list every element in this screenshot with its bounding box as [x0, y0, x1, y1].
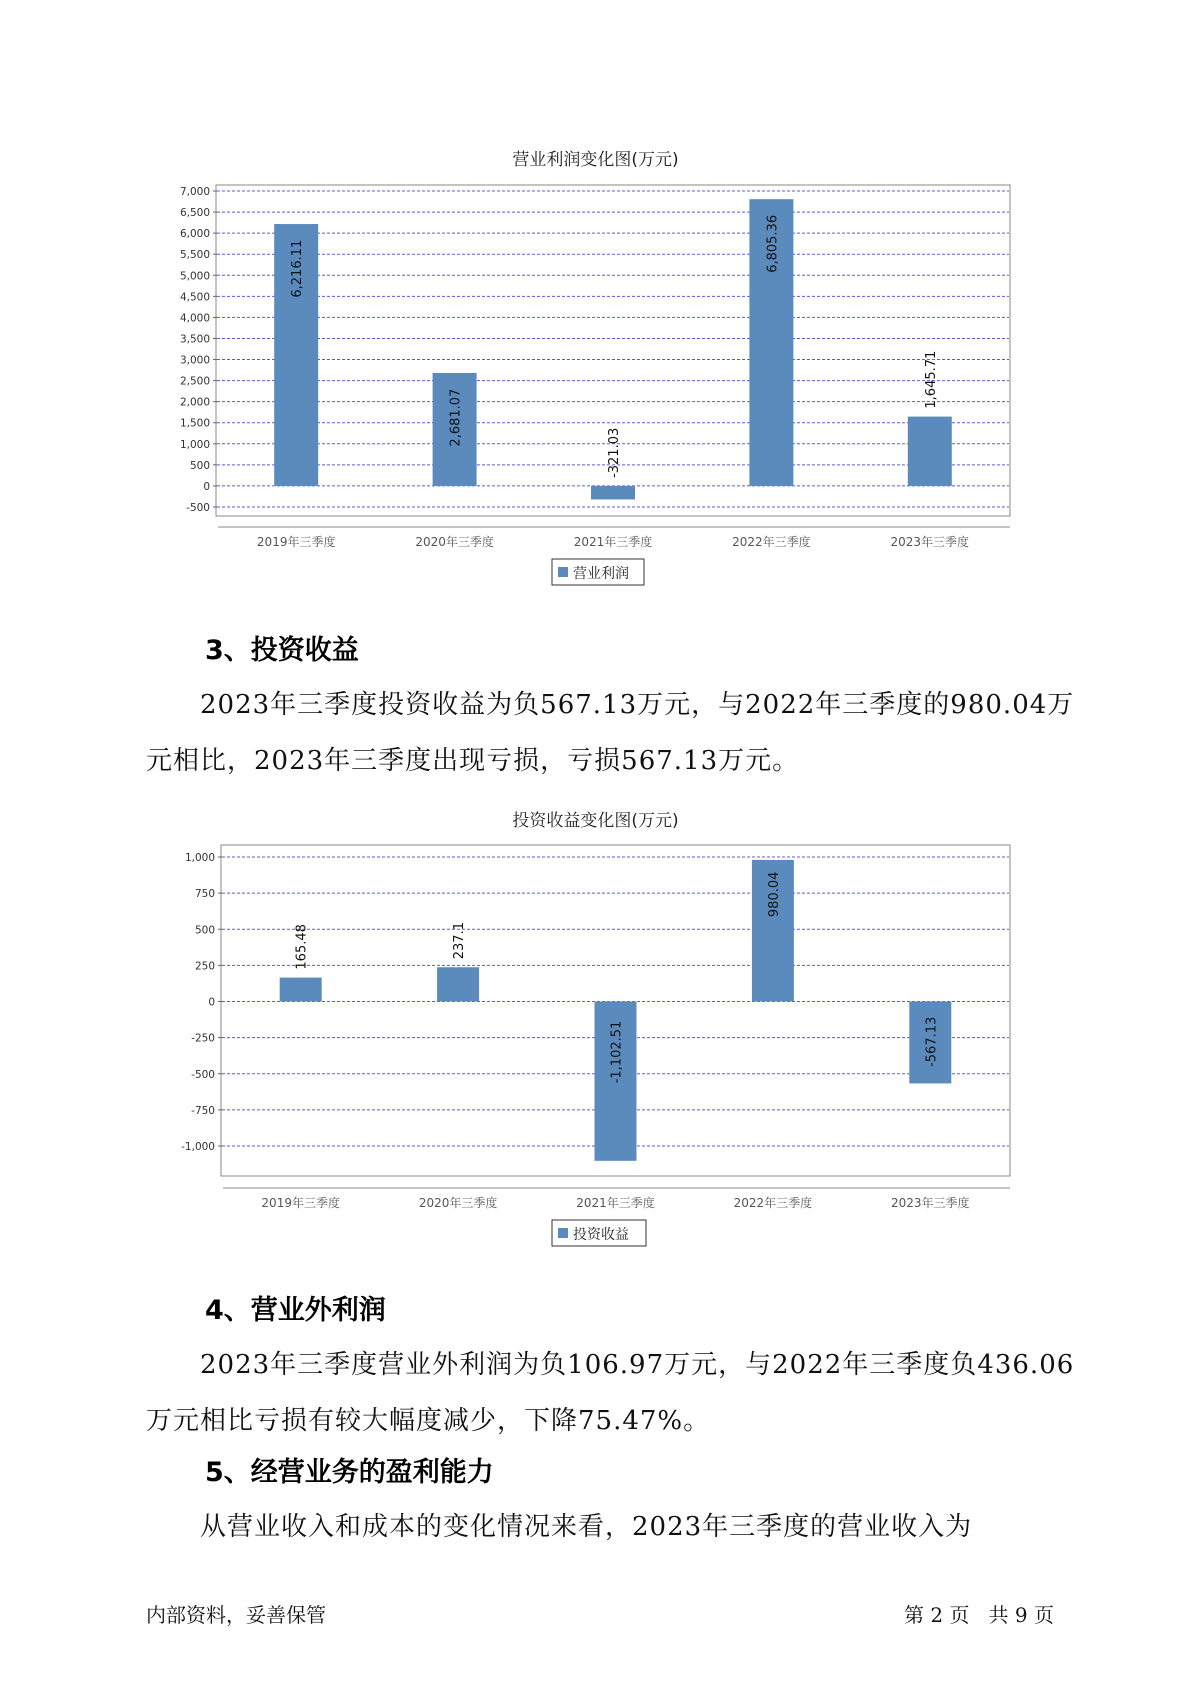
y-tick-label: 1,000	[179, 438, 210, 451]
y-tick-label: -500	[186, 502, 210, 514]
y-tick-label: 750	[194, 888, 215, 901]
data-label: 237.1	[452, 922, 468, 960]
y-tick-label: 7,000	[179, 186, 210, 198]
section3-line1: 2023年三季度投资收益为负567.13万元，与2022年三季度的980.04万	[200, 690, 1075, 720]
y-tick-label: 4,000	[179, 312, 210, 325]
section4-line2: 万元相比亏损有较大幅度减少，下降75.47%。	[146, 1406, 711, 1436]
y-tick-label: -750	[191, 1104, 215, 1117]
section5-paragraph	[146, 1499, 1046, 1555]
data-label: 980.04	[766, 871, 782, 918]
data-label: 1,645.71	[923, 350, 939, 409]
y-tick-label: 0	[203, 480, 210, 493]
x-tick-label: 2020年三季度	[418, 1196, 498, 1210]
y-tick-label: 6,000	[179, 228, 210, 241]
y-tick-label: -1,000	[181, 1141, 215, 1153]
y-tick-label: 6,500	[179, 207, 210, 220]
data-label: 2,681.07	[448, 388, 464, 447]
y-tick-label: -500	[191, 1068, 215, 1081]
data-label: 165.48	[294, 924, 310, 970]
data-label: 6,216.11	[290, 239, 306, 298]
data-label: 6,805.36	[765, 214, 781, 273]
y-tick-label: 5,000	[179, 270, 210, 283]
x-tick-label: 2022年三季度	[732, 535, 811, 549]
y-tick-label: 3,500	[179, 333, 210, 346]
y-tick-label: 5,500	[179, 249, 210, 262]
x-tick-label: 2019年三季度	[261, 1196, 340, 1210]
x-tick-label: 2022年三季度	[733, 1196, 813, 1210]
y-tick-label: 500	[189, 459, 210, 472]
x-tick-label: 2021年三季度	[576, 1196, 655, 1210]
y-tick-label: 3,000	[179, 354, 210, 367]
y-tick-label: 1,500	[179, 417, 210, 430]
chart2-title: 投资收益变化图(万元)	[512, 811, 679, 831]
section3-heading: 3、投资收益	[205, 635, 359, 666]
section5-line1: 从营业收入和成本的变化情况来看，2023年三季度的营业收入为	[200, 1512, 973, 1542]
section3-line2: 元相比，2023年三季度出现亏损，亏损567.13万元。	[146, 746, 800, 776]
x-tick-label: 2021年三季度	[573, 535, 653, 549]
y-tick-label: 0	[208, 996, 215, 1009]
y-tick-label: 4,500	[179, 291, 210, 304]
x-tick-label: 2019年三季度	[256, 535, 336, 549]
section5-heading: 5、经营业务的盈利能力	[205, 1457, 494, 1488]
data-label: -567.13	[924, 1016, 940, 1067]
section4-line1: 2023年三季度营业外利润为负106.97万元，与2022年三季度负436.06	[200, 1350, 1075, 1380]
footer-page-number: 第 2 页 共 9 页	[904, 1603, 1054, 1627]
chart1-legend-label: 营业利润	[573, 566, 629, 582]
y-tick-label: 1,000	[184, 852, 215, 864]
x-tick-label: 2023年三季度	[890, 535, 970, 549]
y-tick-label: -250	[191, 1032, 215, 1045]
y-tick-label: 250	[194, 960, 215, 973]
section4-heading: 4、营业外利润	[205, 1295, 386, 1326]
y-tick-label: 2,000	[179, 396, 210, 409]
bar	[437, 967, 479, 1001]
chart2-legend-swatch	[558, 1228, 568, 1238]
data-label: -1,102.51	[609, 1020, 625, 1084]
data-label: -321.03	[607, 427, 622, 478]
section4-paragraph	[146, 1337, 1075, 1449]
chart2-legend	[552, 1220, 646, 1246]
x-tick-label: 2023年三季度	[891, 1196, 970, 1210]
chart2-y-axis-ticks	[181, 852, 222, 1153]
chart1-title: 营业利润变化图(万元)	[512, 150, 679, 170]
y-tick-label: 500	[194, 924, 215, 937]
chart2-x-axis-ticks	[261, 1195, 969, 1210]
bar	[280, 978, 322, 1002]
footer-left: 内部资料，妥善保管	[146, 1603, 326, 1627]
chart2-legend-label: 投资收益	[573, 1227, 629, 1243]
y-tick-label: 2,500	[179, 375, 210, 388]
x-tick-label: 2020年三季度	[415, 535, 494, 549]
